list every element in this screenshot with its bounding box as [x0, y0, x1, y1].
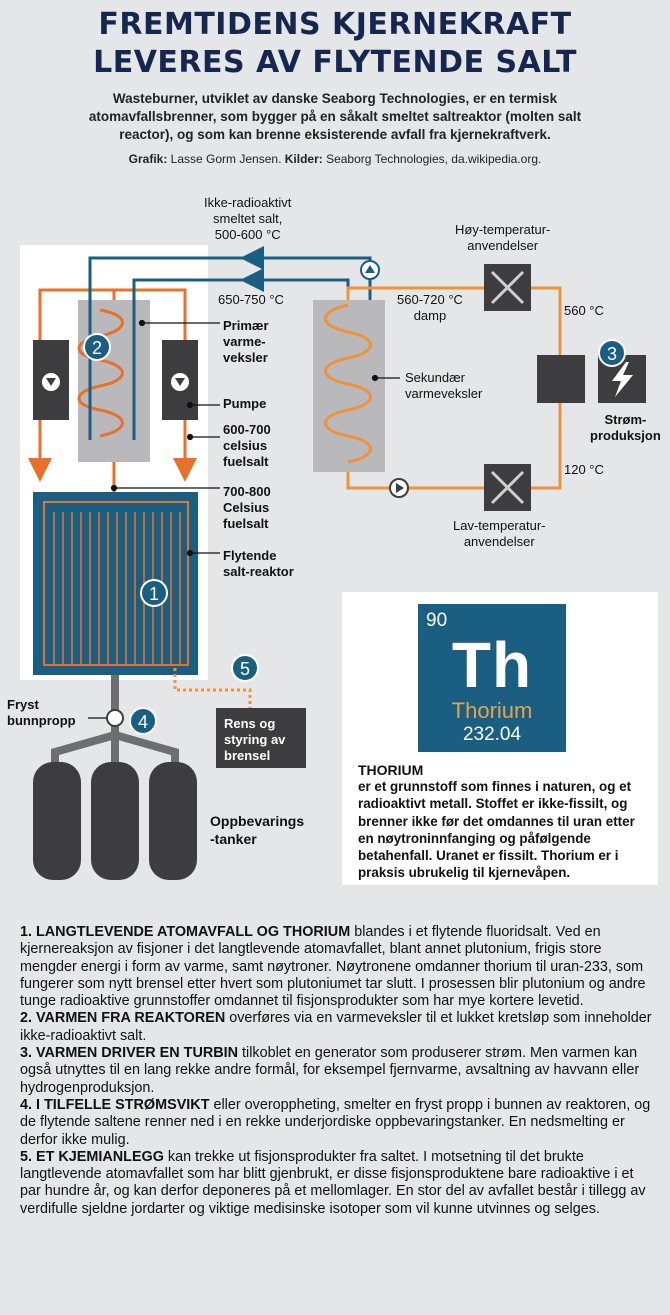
step-5-head: 5. ET KJEMIANLEGG	[20, 1148, 164, 1165]
label-cleaning: Rens og styring av brensel	[224, 716, 286, 763]
marker-4: 4	[137, 712, 149, 732]
label-temp-120: 120 °C	[564, 462, 604, 477]
grafik-label: Grafik:	[128, 152, 168, 166]
intro-text: Wasteburner, utviklet av danske Seaborg Technologies, er en termisk atomavfallsbrenner, som bygger på en såkalt smeltet saltreaktor (molten salt reactor), og som kan brenne eksisterende avfall fra kjernekraftverk.	[88, 91, 582, 142]
thorium-mass: 232.04	[462, 724, 522, 745]
grafik-value: Lasse Gorm Jensen.	[167, 152, 285, 166]
thorium-heading: THORIUM	[358, 762, 424, 778]
reactor-vessel	[33, 492, 198, 675]
step-4-head: 4. I TILFELLE STRØMSVIKT	[20, 1096, 210, 1113]
label-primary-exchanger: Primær varme- veksler	[223, 318, 269, 365]
label-temp-560: 560 °C	[564, 303, 604, 318]
thorium-description: er et grunnstoff som finnes i naturen, og et radioaktivt metall. Stoffet er ikke-fissilt, og brenner ikke før det omdannes til uran etter en nøytroninnfanging og påfølgende betahenfall. Uranet er fissilt. Thorium er i praksis ubrukelig til kjernevåpen.	[358, 779, 635, 881]
label-fuelsalt-600-700: 600-700 celsius fuelsalt	[223, 422, 271, 469]
thorium-symbol: Th	[451, 629, 533, 701]
thorium-name: Thorium	[451, 698, 533, 723]
label-power-production: Strøm- produksjon	[590, 412, 661, 443]
kilder-label: Kilder:	[284, 152, 323, 166]
step-3-head: 3. VARMEN DRIVER EN TURBIN	[20, 1045, 239, 1062]
storage-tank-3	[149, 762, 197, 880]
storage-tank-1	[33, 762, 81, 880]
step-1-head: 1. LANGTLEVENDE ATOMAVFALL OG THORIUM	[20, 924, 351, 940]
title-line-2: LEVERES AV FLYTENDE SALT	[93, 45, 577, 80]
step-5	[20, 1149, 652, 1218]
turbine	[537, 355, 585, 403]
steps-text	[20, 924, 652, 1218]
label-non-radioactive-salt: Ikke-radioaktivt smeltet salt, 500-600 °C	[204, 195, 292, 242]
label-storage-tanks: Oppbevarings -tanker	[210, 813, 305, 847]
step-1	[20, 924, 652, 1010]
label-fuelsalt-700-800: 700-800 Celsius fuelsalt	[223, 484, 271, 531]
freeze-plug-icon	[107, 710, 123, 726]
kilder-value: Seaborg Technologies, da.wikipedia.org.	[322, 152, 542, 166]
label-low-temp-uses: Lav-temperatur- anvendelser	[453, 518, 546, 549]
thorium-panel	[342, 592, 658, 885]
storage-tank-2	[91, 762, 139, 880]
step-3	[20, 1045, 652, 1097]
label-high-temp-uses: Høy-temperatur- anvendelser	[455, 222, 551, 253]
step-2-text: overføres via en varmeveksler til et lukket kretsløp som inneholder ikke-radioaktivt salt.	[20, 1010, 652, 1044]
step-2	[20, 1010, 652, 1045]
step-1-text: blandes i et flytende fluoridsalt. Ved en kjernereaksjon av fisjoner i det langtlevende atomavfallet, blant annet plutonium, frigis store mengder energi i form av varme, samt nøytroner. Nøytronene omdanner thorium til uran-233, som fungerer som nytt brensel etter hvert som plutoniumet tar slutt. I prosessen blir plutonium og andre tunge radioaktive grunnstoffer omdannet til fisjonsprodukter som har mye kortere levetid.	[20, 924, 646, 1010]
step-5-text: kan trekke ut fisjonsprodukter fra saltet. I motsetning til det brukte langtlevende atomavfallet som har blitt gjenbrukt, er disse fisjonsproduktene bare radioaktive i et par hundre år, og kan derfor deponeres på et mellomlager. En stor del av avfallet består i tillegg av verdifulle sjeldne jordarter og viktige medisinske isotoper som vil kunne utvinnes og selges.	[20, 1148, 646, 1217]
marker-1: 1	[148, 584, 160, 604]
step-2-head: 2. VARMEN FRA REAKTOREN	[20, 1010, 226, 1027]
step-4	[20, 1097, 652, 1149]
marker-2: 2	[91, 338, 103, 358]
marker-3: 3	[606, 344, 618, 364]
label-temp-650-750: 650-750 °C	[218, 292, 284, 307]
label-pump: Pumpe	[223, 396, 267, 411]
marker-5: 5	[239, 659, 251, 679]
step-3-text: tilkoblet en generator som produserer strøm. Men varmen kan også utnyttes til en lang rekke andre formål, for eksempel fjernvarme, avsaltning av havvann eller hydrogenproduksjon.	[20, 1045, 640, 1096]
label-freeze-plug: Fryst bunnpropp	[7, 697, 76, 728]
label-steam: 560-720 °C damp	[397, 292, 463, 323]
secondary-heat-exchanger	[313, 300, 385, 472]
label-reactor: Flytende salt-reaktor	[223, 548, 294, 579]
thorium-atomic-number: 90	[426, 610, 448, 631]
drain-pipe	[111, 675, 119, 738]
label-secondary-exchanger: Sekundær varmeveksler	[405, 370, 483, 401]
step-4-text: eller overoppheting, smelter en fryst propp i bunnen av reaktoren, og de flytende saltene renner ned i en rekke underjordiske oppbevaringstanker. En nedsmelting er derfor ikke mulig.	[20, 1096, 651, 1148]
thorium-element-tile	[418, 604, 566, 752]
title-line-1: FREMTIDENS KJERNEKRAFT	[98, 7, 572, 42]
